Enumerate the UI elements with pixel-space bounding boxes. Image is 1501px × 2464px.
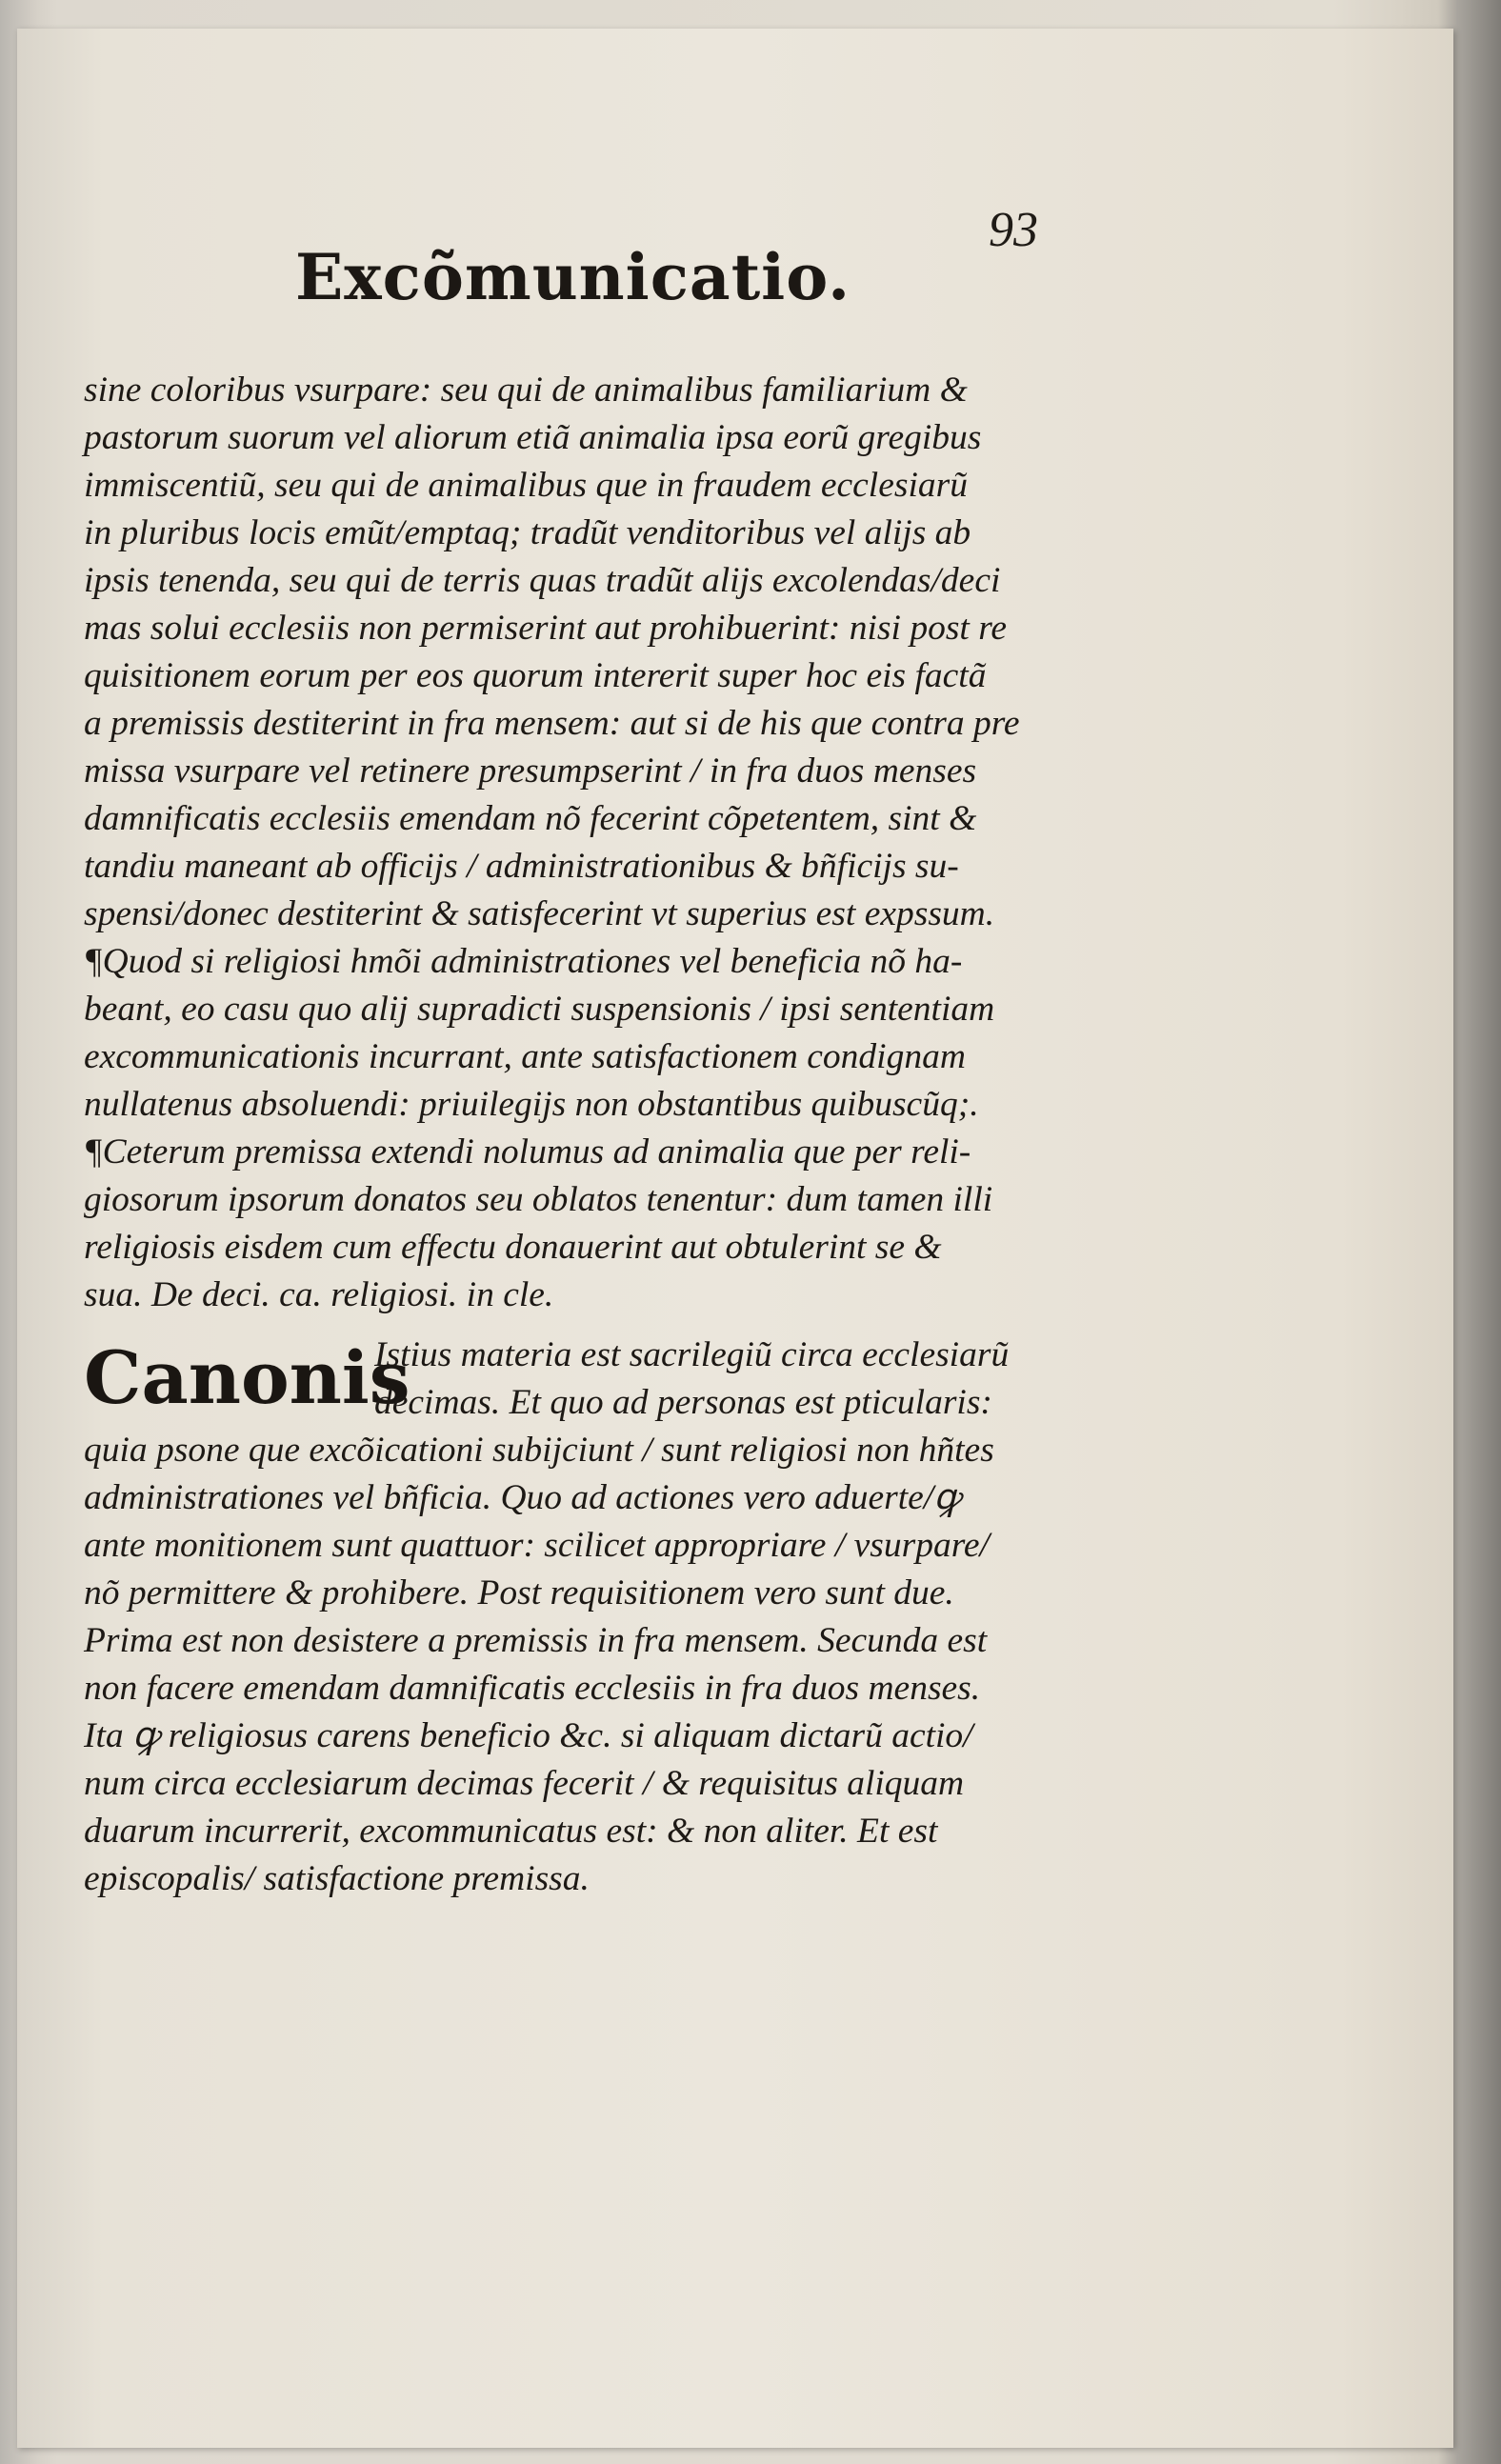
text-line: religiosis eisdem cum effectu donauerint aut obtulerint se & xyxy=(84,1228,942,1267)
body-text xyxy=(84,367,1055,1319)
text-line: missa vsurpare vel retinere presumpserint / in fra duos menses xyxy=(84,751,977,791)
text-line: giosorum ipsorum donatos seu oblatos tenentur: dum tamen illi xyxy=(84,1180,993,1219)
text-line: damnificatis ecclesiis emendam nõ fecerint cõpetentem, sint & xyxy=(84,799,977,838)
text-line: decimas. Et quo ad personas est pticularis: xyxy=(374,1383,992,1422)
text-line: Prima est non desistere a premissis in fra mensem. Secunda est xyxy=(84,1621,988,1660)
canon-text xyxy=(84,1427,1055,1903)
text-line: quisitionem eorum per eos quorum intererit super hoc eis factã xyxy=(84,656,987,695)
text-line: ante monitionem sunt quattuor: scilicet appropriare / vsurpare/ xyxy=(84,1526,990,1565)
canon-heading: Canonis xyxy=(84,1335,410,1420)
text-line: sine coloribus vsurpare: seu qui de animalibus familiarium & xyxy=(84,371,968,410)
text-line: immiscentiũ, seu qui de animalibus que in fraudem ecclesiarũ xyxy=(84,466,968,505)
running-head: Excõmunicatio. xyxy=(295,240,851,314)
text-line: quia psone que excõicationi subijciunt / sunt religiosi non hñtes xyxy=(84,1431,994,1470)
canon-side-text xyxy=(374,1332,1060,1427)
text-line: episcopalis/ satisfactione premissa. xyxy=(84,1859,590,1898)
text-line: a premissis destiterint in fra mensem: aut si de his que contra pre xyxy=(84,704,1020,743)
text-line: in pluribus locis emũt/emptaq; tradũt venditoribus vel alijs ab xyxy=(84,513,971,552)
text-line: pastorum suorum vel aliorum etiã animalia ipsa eorũ gregibus xyxy=(84,418,982,457)
text-line: spensi/donec destiterint & satisfecerint vt superius est expssum. xyxy=(84,894,995,933)
text-line: excommunicationis incurrant, ante satisfactionem condignam xyxy=(84,1037,966,1076)
text-line: Ita ꝙ religiosus carens beneficio &c. si aliquam dictarũ actio/ xyxy=(84,1716,973,1755)
folio-number: 93 xyxy=(989,203,1038,257)
book-page xyxy=(17,29,1453,2448)
text-line: ¶Ceterum premissa extendi nolumus ad animalia que per reli- xyxy=(84,1132,971,1172)
text-line: nõ permittere & prohibere. Post requisitionem vero sunt due. xyxy=(84,1573,954,1613)
text-line: beant, eo casu quo alij supradicti suspensionis / ipsi sententiam xyxy=(84,990,995,1029)
text-line: nullatenus absoluendi: priuilegijs non obstantibus quibuscũq;. xyxy=(84,1085,979,1124)
text-line: Istius materia est sacrilegiũ circa ecclesiarũ xyxy=(374,1335,1010,1374)
text-line: duarum incurrerit, excommunicatus est: & non aliter. Et est xyxy=(84,1812,938,1851)
text-line: administrationes vel bñficia. Quo ad actiones vero aduerte/ꝙ xyxy=(84,1478,961,1517)
text-line: tandiu maneant ab officijs / administrationibus & bñficijs su- xyxy=(84,847,959,886)
text-line: sua. De deci. ca. religiosi. in cle. xyxy=(84,1275,554,1314)
text-line: non facere emendam damnificatis ecclesiis in fra duos menses. xyxy=(84,1669,981,1708)
text-line: ipsis tenenda, seu qui de terris quas tradũt alijs excolendas/deci xyxy=(84,561,1001,600)
text-line: ¶Quod si religiosi hmõi administrationes vel beneficia nõ ha- xyxy=(84,942,963,981)
text-line: num circa ecclesiarum decimas fecerit / & requisitus aliquam xyxy=(84,1764,965,1803)
text-line: mas solui ecclesiis non permiserint aut prohibuerint: nisi post re xyxy=(84,609,1008,648)
